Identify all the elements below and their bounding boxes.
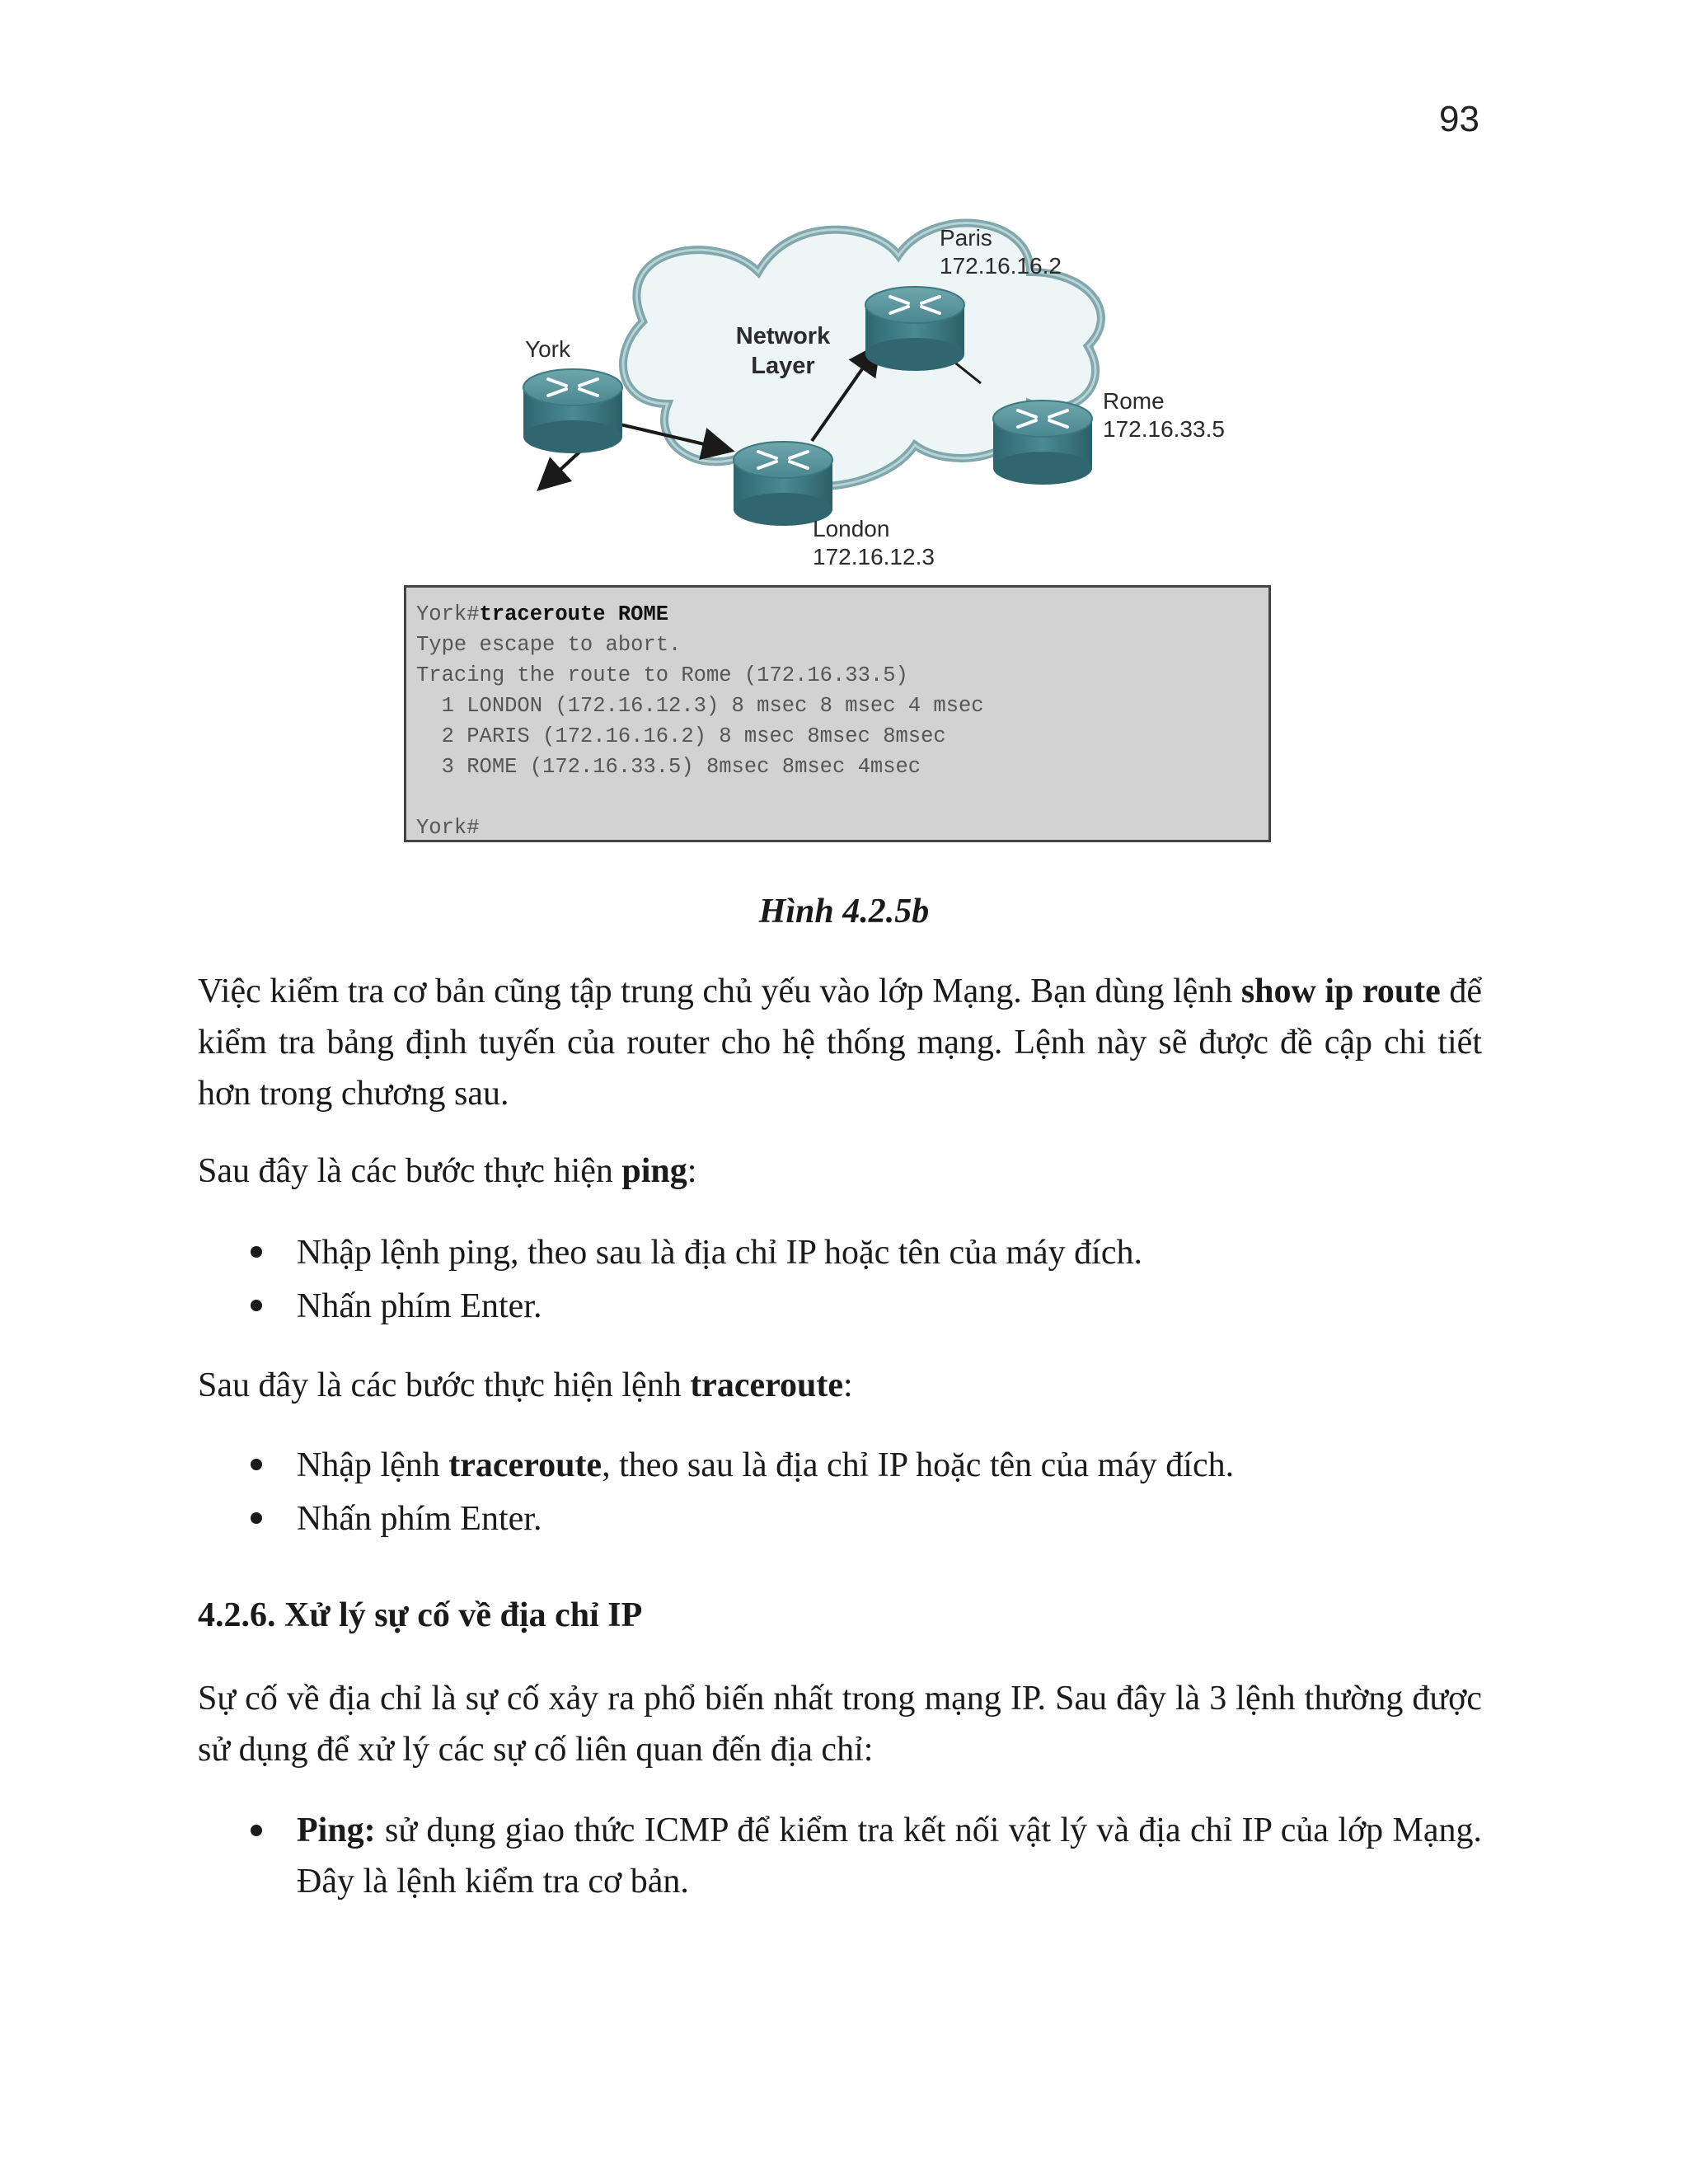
london-label: London 172.16.12.3 bbox=[813, 516, 935, 569]
paragraph: Việc kiểm tra cơ bản cũng tập trung chủ yếu vào lớp Mạng. Bạn dùng lệnh show ip route để kiểm tra bảng định tuyến của router cho hệ thống mạng. Lệnh này sẽ được đề cập chi tiết hơn trong chương sau. bbox=[198, 972, 1482, 1113]
paris-label: Paris 172.16.16.2 bbox=[940, 225, 1062, 279]
york-label: York bbox=[525, 336, 571, 362]
terminal-line: 3 ROME (172.16.33.5) 8msec 8msec 4msec bbox=[416, 755, 921, 779]
router-icon bbox=[865, 287, 964, 371]
cloud-label: Network Layer bbox=[735, 323, 831, 379]
terminal-line: York# bbox=[416, 816, 480, 840]
terminal-line: Type escape to abort. bbox=[416, 633, 682, 657]
terminal-line: Tracing the route to Rome (172.16.33.5) bbox=[416, 663, 908, 687]
paragraph: Sự cố về địa chỉ là sự cố xảy ra phổ biến nhất trong mạng IP. Sau đây là 3 lệnh thường được sử dụng để xử lý các sự cố liên quan đến địa chỉ: bbox=[198, 1680, 1482, 1769]
rome-label: Rome 172.16.33.5 bbox=[1103, 388, 1225, 442]
paragraph: Sau đây là các bước thực hiện ping: bbox=[198, 1152, 697, 1190]
bullet-list bbox=[198, 1226, 1482, 1333]
section-heading: 4.2.6. Xử lý sự cố về địa chỉ IP bbox=[198, 1596, 643, 1634]
terminal-line: 1 LONDON (172.16.12.3) 8 msec 8 msec 4 msec bbox=[416, 694, 984, 718]
list-item: Nhấn phím Enter. bbox=[198, 1493, 1482, 1546]
bullet-list bbox=[198, 1805, 1482, 1907]
list-item: Nhấn phím Enter. bbox=[198, 1280, 1482, 1333]
terminal-line bbox=[416, 782, 1259, 813]
bullet-list bbox=[198, 1439, 1482, 1546]
terminal-output bbox=[404, 585, 1271, 842]
list-item: Ping: sử dụng giao thức ICMP để kiểm tra kết nối vật lý và địa chỉ IP của lớp Mạng. Đây là lệnh kiểm tra cơ bản. bbox=[198, 1805, 1482, 1907]
figure-caption: Hình 4.2.5b bbox=[758, 893, 930, 930]
terminal-line: 2 PARIS (172.16.16.2) 8 msec 8msec 8msec bbox=[416, 724, 946, 748]
paragraph: Sau đây là các bước thực hiện lệnh traceroute: bbox=[198, 1366, 853, 1404]
list-item: Nhập lệnh traceroute, theo sau là địa chỉ IP hoặc tên của máy đích. bbox=[198, 1439, 1482, 1493]
list-item: Nhập lệnh ping, theo sau là địa chỉ IP hoặc tên của máy đích. bbox=[198, 1226, 1482, 1280]
router-icon bbox=[734, 442, 832, 526]
page-number: 93 bbox=[1439, 99, 1479, 139]
terminal-command-line: York#traceroute ROME bbox=[416, 602, 669, 626]
router-icon bbox=[993, 401, 1092, 485]
router-icon bbox=[523, 369, 622, 453]
